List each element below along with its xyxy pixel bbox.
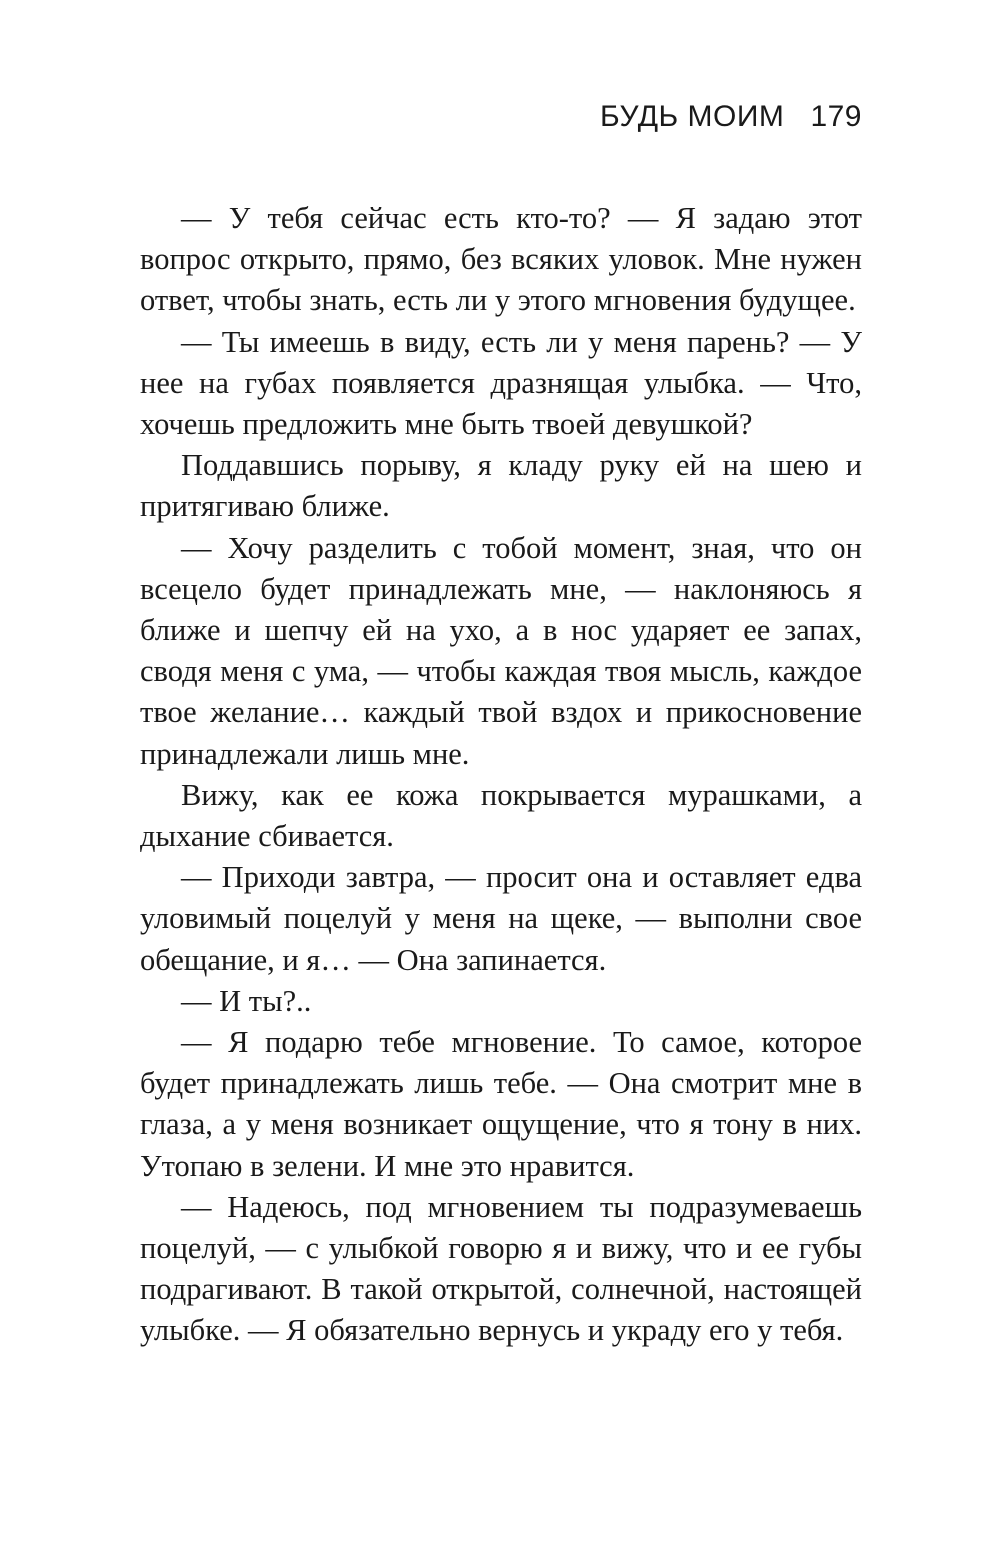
paragraph: — Я подарю тебе мгновение. То самое, которое будет принадлежать лишь тебе. — Она смотрит мне в глаза, а у меня возникает ощущение, что я тону в них. Утопаю в зелени. И мне это нравится. — [140, 1025, 862, 1183]
paragraph: Поддавшись порыву, я кладу руку ей на шею и притягиваю ближе. — [140, 448, 862, 524]
paragraph: — Хочу разделить с тобой момент, зная, что он всецело будет принадлежать мне, — наклоняюсь я ближе и шепчу ей на ухо, а в нос ударяет ее запах, сводя меня с ума, — чтобы каждая твоя мысль, каждое твое желание… каждый твой вздох и прикосновение принадлежали лишь мне. — [140, 530, 862, 771]
paragraph: — Приходи завтра, — просит она и оставляет едва уловимый поцелуй у меня на щеке, — выполни свое обещание, и я… — Она запинается. — [140, 860, 862, 977]
running-title: БУДЬ МОИМ — [600, 100, 785, 133]
paragraph: — Надеюсь, под мгновением ты подразумеваешь поцелуй, — с улыбкой говорю я и вижу, что и ее губы подрагивают. В такой открытой, солнечной, настоящей улыбке. — Я обязательно вернусь и украду его у тебя. — [140, 1189, 862, 1348]
paragraph: — У тебя сейчас есть кто-то? — Я задаю этот вопрос открыто, прямо, без всяких уловок. Мне нужен ответ, чтобы знать, есть ли у этого мгновения будущее. — [140, 201, 862, 318]
running-header — [600, 100, 862, 134]
page-number: 179 — [810, 100, 862, 133]
body-text — [140, 198, 862, 1352]
paragraph: — Ты имеешь в виду, есть ли у меня парень? — У нее на губах появляется дразнящая улыбка. — Что, хочешь предложить мне быть твоей девушкой? — [140, 324, 862, 442]
paragraph: — И ты?.. — [181, 983, 312, 1018]
paragraph: Вижу, как ее кожа покрывается мурашками, а дыхание сбивается. — [140, 777, 862, 854]
